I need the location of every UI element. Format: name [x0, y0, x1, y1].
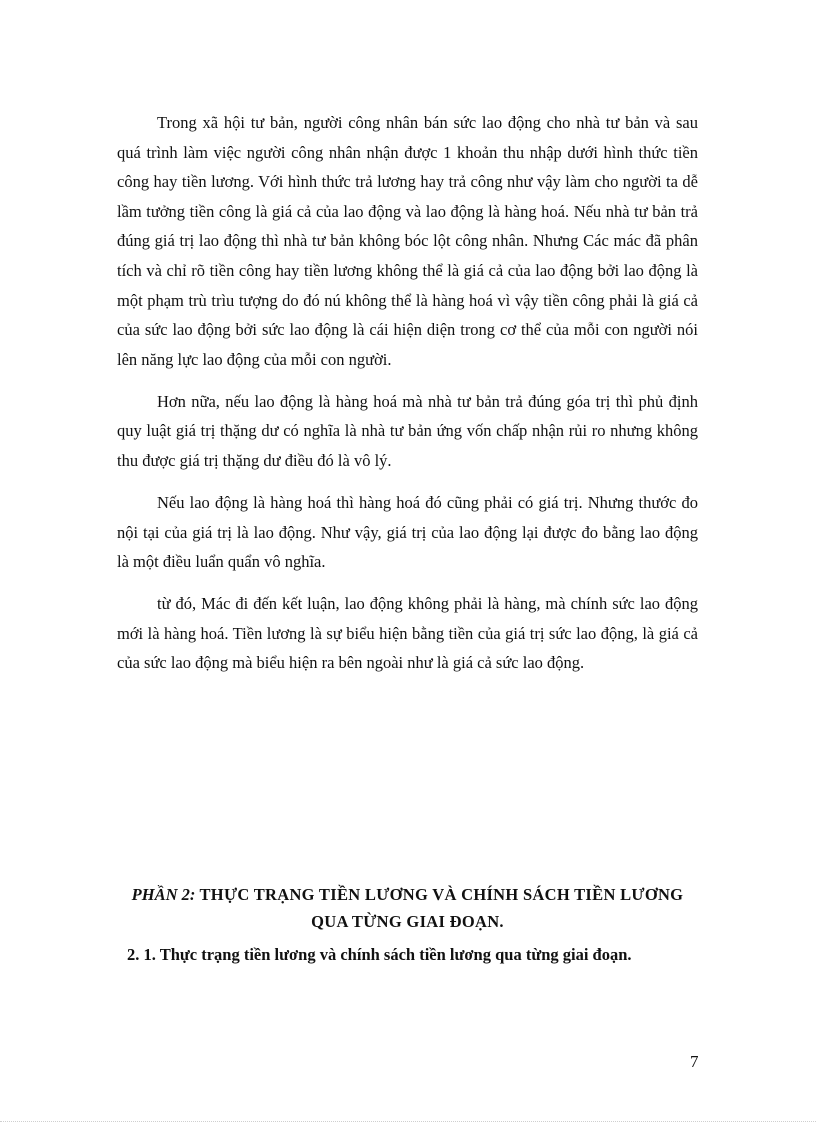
section-label: PHẦN 2: — [131, 885, 196, 904]
subsection-heading: 2. 1. Thực trạng tiền lương và chính sách tiền lương qua từng giai đoạn. — [127, 945, 632, 964]
section-title-line-2: QUA TỪNG GIAI ĐOẠN. — [311, 912, 504, 931]
page-number: 7 — [690, 1052, 699, 1071]
paragraph-1: Trong xã hội tư bản, người công nhân bán sức lao động cho nhà tư bản và sau quá trình làm việc người công nhân nhận được 1 khoản thu nhập dưới hình thức tiền công hay tiền lương. Với hình thức trả lương hay trả công như vậy làm cho người ta dễ lầm tưởng tiền công là giá cả của lao động và lao động là hàng hoá. Nếu nhà tư bản trả đúng giá trị lao động thì nhà tư bản không bóc lột công nhân. Nhưng Các mác đã phân tích và chỉ rõ tiền công hay tiền lương không thể là giá cả của lao động bởi lao động là một phạm trù trìu tượng do đó nú không thể là hàng hoá vì vậy tiền công phải là giá cả của sức lao động bởi sức lao động là cái hiện diện trong cơ thể của mỗi con người nói lên năng lực lao động của mỗi con người. — [117, 113, 698, 369]
section-title-line-1: THỰC TRẠNG TIỀN LƯƠNG VÀ CHÍNH SÁCH TIỀN LƯƠNG — [199, 885, 684, 904]
body-text — [117, 108, 698, 690]
paragraph-3: Nếu lao động là hàng hoá thì hàng hoá đó cũng phải có giá trị. Nhưng thước đo nội tại của giá trị là lao động. Như vậy, giá trị của lao động lại được đo bằng lao động là một điều luẩn quẩn vô nghĩa. — [117, 492, 698, 572]
paragraph-2: Hơn nữa, nếu lao động là hàng hoá mà nhà tư bản trả đúng góa trị thì phủ định quy luật giá trị thặng dư có nghĩa là nhà tư bản ứng vốn chấp nhận rủi ro nhưng không thu được giá trị thặng dư điều đó là vô lý. — [117, 391, 698, 470]
section-heading-line-1 — [117, 881, 698, 908]
page-bottom-divider — [0, 1121, 816, 1122]
section-heading — [117, 881, 698, 935]
paragraph-4: từ đó, Mác đi đến kết luận, lao động không phải là hàng, mà chính sức lao động mới là hàng hoá. Tiền lương là sự biểu hiện bằng tiền của giá trị sức lao động, là giá cả của sức lao động mà biểu hiện ra bên ngoài như là giá cả sức lao động. — [117, 594, 698, 673]
